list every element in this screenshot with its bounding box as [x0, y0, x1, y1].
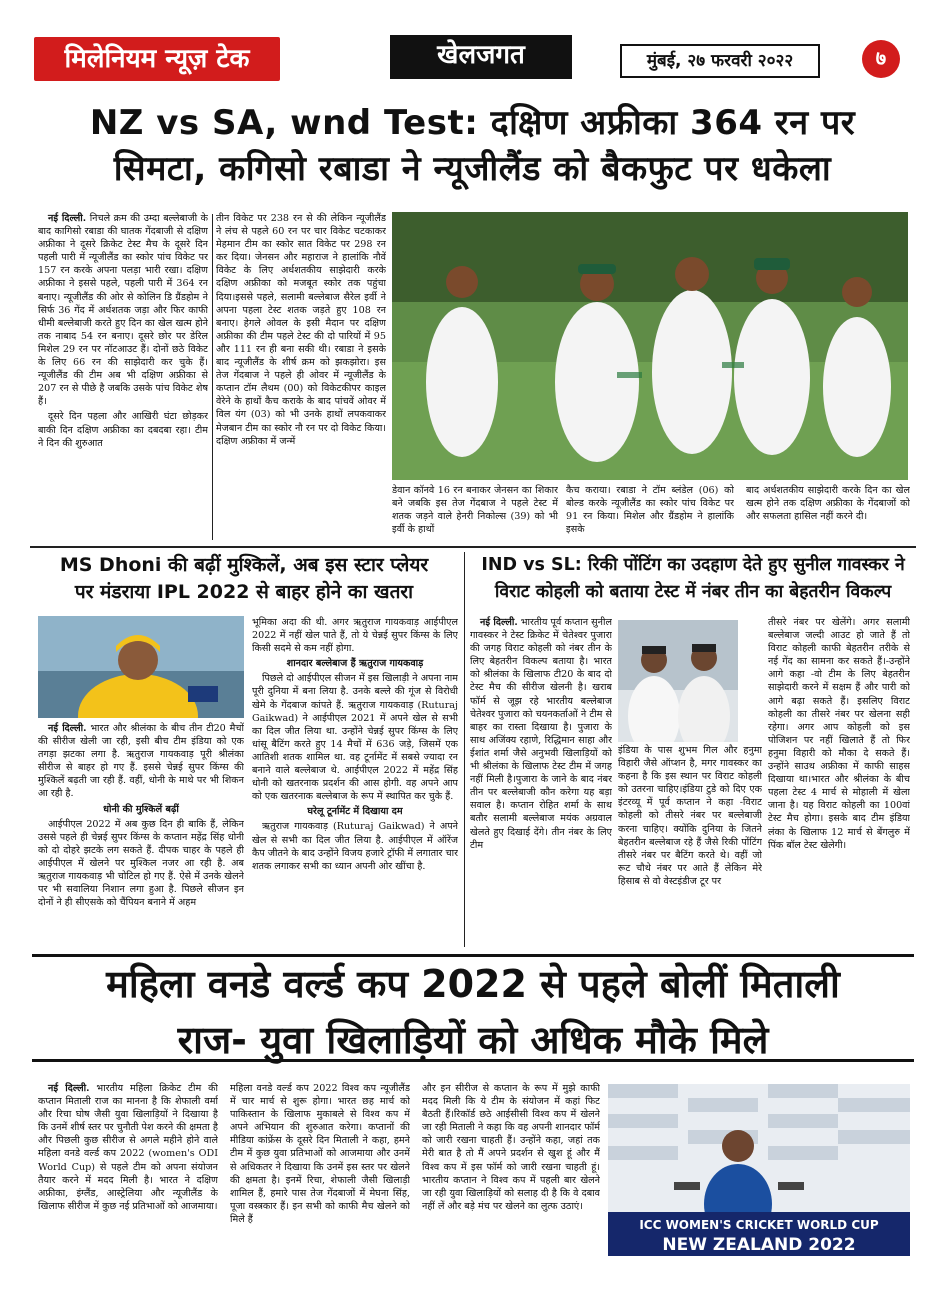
- story4-paragraph: भारतीय महिला क्रिकेट टीम की कप्तान मिताली राज का मानना है कि शेफाली वर्मा और रिचा घोष जैसी युवा खिलाड़ियों ने दिखाया है कि उनमें शीर्ष स्तर पर चुनौती पेश करने की क्षमता है और पिछली कुछ सीरीज से अगले महीने होने वाले महिला वनडे वर्ल्ड कप 2022 (women's ODI World Cup) से पहले टीम को अपना संयोजन तैयार करने में मदद मिली है। भारत ने दक्षिण अफ्रीका, इंग्लैंड, आस्ट्रेलिया और न्यूजीलैंड के खिलाफ सीरीज में कुछ नई प्रतिभाओं को आजमाया।: [38, 1083, 218, 1212]
- story4-headline-line2: राज- युवा खिलाड़ियों को अधिक मौके मिले: [177, 1018, 769, 1062]
- banner-line1: ICC WOMEN'S CRICKET WORLD CUP: [639, 1218, 879, 1232]
- story4-headline-line1: महिला वनडे वर्ल्ड कप 2022 से पहले बोलीं मिताली: [106, 962, 840, 1006]
- story1-paragraph: बाद अर्धशतकीय साझेदारी करके दिन का खेल खत्म होने तक दक्षिण अफ्रीका के गेंदबाजों को और सफलता हासिल नहीं करने दी।: [746, 485, 910, 523]
- brand-nameplate: [34, 37, 280, 81]
- story2-paragraph: भूमिका अदा की थी. अगर ऋतुराज गायकवाड़ आईपीएल 2022 में नहीं खेल पाते हैं, तो ये चेन्नई सुपर किंग्स के लिए किसी सदमे से कम नहीं होगा.: [252, 617, 458, 655]
- story2-dateline: नई दिल्ली.: [48, 723, 87, 734]
- story1-paragraph: निचले क्रम की उम्दा बल्लेबाजी के बाद कागिसो रबाडा की घातक गेंदबाजी से दक्षिण अफ्रीका ने दूसरे क्रिकेट टेस्ट मैच के दूसरे दिन पहली पारी में न्यूजीलैंड का स्कोर पांच विकेट पर 157 रन करके अपना पलड़ा भारी रखा। दक्षिण अफ्रीका ने इससे पहले, पहली पारी में 364 रन बनाए। न्यूजीलैंड की ओर से कोलिन डि ग्रैंडहोम ने सिर्फ 36 गेंद में अर्धशतक जड़ा और फिर काफी धीमी बल्लेबाजी करते हुए दिन का खेल खत्म होने तक नाबाद 54 रन बनाए। दूसरे छोर पर डेरिल मिशेल 29 रन पर नॉटआउट हैं। दोनों छठे विकेट के लिए 66 रन की साझेदारी कर चुके हैं। न्यूजीलैंड की टीम अब भी दक्षिण अफ्रीका से 207 रन से पीछे है जबकि उसके पांच विकेट शेष हैं।: [38, 213, 208, 408]
- story2-paragraph: पिछले दो आईपीएल सीजन में इस खिलाड़ी ने अपना नाम पूरी दुनिया में बना लिया है. उनके बल्ले की गूंज से विरोधी खेमे के गेंदबाज कांपते हैं. ऋतुराज गायकवाड़ (Ruturaj Gaikwad) ने आईपीएल 2021 में अपने खेल से सभी का दिल जीत लिया था. उन्होंने चेन्नई सुपर किंग्स के लिए धांसू बैटिंग करते हुए 14 मैचों में 636 जड़े, जिसमें एक आतिशी शतक शामिल था. वह टूर्नामेंट में सबसे ज्यादा रन बनाने वाले बल्लेबाज थे. आईपीएल 2022 में महेंद्र सिंह धोनी को खतरनाक प्रदर्शन की आस होगी. वह अपने आप को एक खतरनाक बल्लेबाज के रूप में स्थापित कर चुके हैं.: [252, 673, 458, 803]
- story4-column-2: [230, 1082, 410, 1260]
- story1-headline-line1: NZ vs SA, wnd Test: दक्षिण अफ्रीका 364 रन पर: [89, 103, 856, 143]
- story1-headline-line2: सिमटा, कगिसो रबाडा ने न्यूजीलैंड को बैकफुट पर धकेला: [113, 149, 832, 189]
- story3-column-1: [470, 616, 612, 947]
- story4-paragraph: और इन सीरीज से कप्तान के रूप में मुझे काफी मदद मिली कि ये टीम के संयोजन में कहां फिट बैठती हैं।रिकॉर्ड छठे आईसीसी विश्व कप में खेलने जा रही मिताली ने कहा कि वह अपनी शानदार फॉर्म को जारी रखना चाहती हैं। उन्होंने कहा, जहां तक मेरी बात है तो मैं अपने प्रदर्शन से खुश हूं और मैं विश्व कप में इस फॉर्म को जारी रखना चाहती हूं। भारतीय कप्तान ने विश्व कप में पहली बार खेलने जा रही युवा खिलाड़ियों को सलाह दी है कि वे दबाव नहीं लें और बड़े मंच पर खेलने का लुत्फ उठाएं।: [422, 1083, 600, 1212]
- column-divider: [212, 214, 213, 540]
- story3-paragraph: भारतीय पूर्व कप्तान सुनील गावस्कर ने टेस्ट क्रिकेट में चेतेश्वर पुजारा की जगह विराट कोहली को नंबर तीन के लिए बेहतरीन विकल्प बताया है। भारत को श्रीलंका के खिलाफ टी20 के बाद दो टेस्ट मैच की सीरीज खेलनी है। खराब फॉर्म से जूझ रहे भारतीय बल्लेबाज चेतेश्वर पुजारा को चयनकर्ताओं ने टीम से बाहर का रास्ता दिखाया है। पुजारा के साथ अजिंक्य रहाणे, रिद्धिमान साहा और ईशांत शर्मा जैसे अनुभवी खिलाड़ियों को भी श्रीलंका के खिलाफ टेस्ट टीम में जगह नहीं मिली है।पुजारा के जाने के बाद नंबर तीन पर बल्लेबाजी कौन करेगा यह बड़ा सवाल है। कप्तान रोहित शर्मा के साथ बतौर सलामी बल्लेबाज मयंक अग्रवाल खेलते हुए दिखाई देंगे। तीन नंबर के लिए टीम: [470, 617, 612, 851]
- story3-photo: [618, 620, 738, 742]
- story2-headline: [30, 552, 458, 608]
- story1-column-4: [566, 484, 734, 544]
- story1-photo: [392, 212, 908, 480]
- story1-paragraph: कैच कराया। रबाडा ने टॉम ब्लंडेल (06) को बोल्ड करके न्यूजीलैंड का स्कोर पांच विकेट पर 91 रन किया। मिशेल और ग्रैंडहोम ने हालांकि इसके: [566, 485, 734, 536]
- section-title: [390, 35, 572, 79]
- dhoni-image: [38, 616, 244, 718]
- story2-subhead: घरेलू टूर्नामेंट में दिखाया दम: [307, 806, 403, 818]
- story2-paragraph: भारत और श्रीलंका के बीच तीन टी20 मैचों की सीरीज खेली जा रही, इसी बीच टीम इंडिया को एक तगड़ा झटका लगा है. ऋतुराज गायकवाड़ पूरी श्रीलंका सीरीज से बाहर हो गए हैं. इससे चेन्नई सुपर किंग्स की मुश्किलें बढ़ती जा रही हैं. वहीं, धोनी के माथे पर भी शिकन आ रही है.: [38, 723, 244, 800]
- story3-headline-line2: विराट कोहली को बताया टेस्ट में नंबर तीन का बेहतरीन विकल्प: [494, 582, 892, 602]
- banner-line2: NEW ZEALAND 2022: [662, 1235, 856, 1255]
- story2-column-1: [38, 722, 244, 947]
- story2-column-2: [252, 616, 458, 947]
- story4-photo: [608, 1084, 910, 1256]
- story2-headline-line2: पर मंडराया IPL 2022 से बाहर होने का खतरा: [74, 581, 414, 603]
- story1-paragraph: दूसरे दिन पहला और आखिरी घंटा छोड़कर बाकी दिन दक्षिण अफ्रीका का दबदबा रहा। टीम ने दिन की शुरुआत: [38, 411, 208, 449]
- story3-paragraph: इंडिया के पास शुभम गिल और हनुमा विहारी जैसे ऑप्शन है, मगर गावस्कर का कहना है कि इस स्थान पर विराट कोहली को उतरना चाहिए।इंडिया टुडे को दिए एक इंटरव्यू में पूर्व कप्तान ने कहा -विराट कोहली को तीसरे नंबर पर बल्लेबाजी करना चाहिए। क्योंकि दुनिया के जितने बेहतरीन बल्लेबाज रहे हैं जैसे रिकी पोंटिंग तीसरे नंबर पर बैटिंग करते थे। वहीं जो रूट चौथे नंबर पर आते हैं लेकिन मेरे हिसाब से वो वेस्टइंडीज टूर पर: [618, 745, 762, 887]
- story1-column-3: [392, 484, 558, 544]
- story3-column-2: [618, 744, 762, 947]
- story1-column-5: [746, 484, 910, 544]
- story3-paragraph: तीसरे नंबर पर खेलेंगे। अगर सलामी बल्लेबाज जल्दी आउट हो जाते हैं तो विराट कोहली काफी बेहतरीन तरीके से नई गेंद का सामना कर सकते हैं।-उन्होंने आगे कहा -वो टीम के लिए बेहतरीन साझेदारी करने में सक्षम हैं और पारी को आगे बढ़ा सकते हैं। इसलिए विराट कोहली का तीसरे नंबर पर खेलना सही रहेगा। अगर आप कोहली को इस पोजिशन पर नहीं खिलाते हैं तो फिर हनुमा विहारी को मौका दे सकते हैं। उन्होंने साउथ अफ्रीका में काफी साहस दिखाया था।भारत और श्रीलंका के बीच पहला टेस्ट 4 मार्च से मोहाली में खेला जाना है। यह विराट कोहली का 100वां टेस्ट मैच होगा। इसके बाद टीम इंडिया लंका के खिलाफ 12 मार्च से बेंगलुरु में पिंक बॉल टेस्ट खेलेगी।: [768, 617, 910, 851]
- story1-dateline: नई दिल्ली.: [48, 213, 87, 224]
- story1-column-1: [38, 212, 208, 542]
- story2-subhead: शानदार बल्लेबाज हैं ऋतुराज गायकवाड़: [286, 658, 424, 670]
- story1-headline: [20, 100, 925, 196]
- cricket-celebration-image: [392, 212, 908, 480]
- story3-headline-line1: IND vs SL: रिकी पोंटिंग का उदहाण देते हुए सुनील गावस्कर ने: [481, 555, 905, 575]
- story2-paragraph: ऋतुराज गायकवाड़ (Ruturaj Gaikwad) ने अपने खेल से सभी का दिल जीत लिया है. आईपीएल में ऑरेंज कैप जीतने के बाद उन्होंने विजय हजारे ट्रॉफी में लगातार चार शतक लगाकर सभी का ध्यान अपनी ओर खींचा है.: [252, 821, 458, 872]
- kohli-pujara-image: [618, 620, 738, 742]
- story2-headline-line1: MS Dhoni की बढ़ीं मुश्किलें, अब इस स्टार प्लेयर: [59, 554, 429, 576]
- section-divider: [30, 546, 916, 548]
- column-divider: [464, 552, 465, 947]
- story2-subhead: धोनी की मुश्किलें बढ़ीं: [103, 803, 179, 815]
- story3-headline: [470, 552, 916, 608]
- story3-dateline: नई दिल्ली.: [480, 617, 518, 628]
- date-text: मुंबई, २७ फरवरी २०२२: [646, 51, 794, 71]
- issue-date: [620, 44, 820, 78]
- story3-column-3: [768, 616, 910, 947]
- story2-photo: [38, 616, 244, 718]
- page-number-badge: [862, 40, 900, 78]
- section-name: खेलजगत: [437, 40, 525, 70]
- story4-headline: [32, 956, 914, 1060]
- story1-paragraph: डेवान कॉनवे 16 रन बनाकर जेनसन का शिकार बने जबकि इस तेज गेंदबाज ने पहले टेस्ट में शतक जड़ने वाले हेनरी निकोल्स (39) को भी इर्वी के हाथों: [392, 485, 558, 536]
- story1-column-2: [216, 212, 386, 542]
- mithali-press-conference-image: [608, 1084, 910, 1256]
- story4-column-1: [38, 1082, 218, 1260]
- page-number: ७: [875, 46, 887, 70]
- brand-name: मिलेनियम न्यूज़ टेक: [64, 44, 250, 74]
- story4-dateline: नई दिल्ली.: [48, 1083, 90, 1094]
- story2-paragraph: आईपीएल 2022 में अब कुछ दिन ही बाकि हैं, लेकिन उससे पहले ही चेन्नई सुपर किंग्स के कप्तान महेंद्र सिंह धोनी को दो दोहरे झटके लग सकते हैं. दीपक चाहर के पहले ही आईपीएल में खेलने पर मुश्किल नजर आ रही है. अब ऋतुराज गायकवाड़ भी चोटिल हो गए हैं. ऐसे में उनके खेलने पर भी सवालिया निशान लगा हुआ है. पिछले सीजन इन दोनों ने ही सीएसके को चैंपियन बनाने में अहम: [38, 818, 244, 909]
- story4-column-3: [422, 1082, 600, 1260]
- story4-paragraph: महिला वनडे वर्ल्ड कप 2022 विश्व कप न्यूजीलैंड में चार मार्च से शुरू होगा। भारत छह मार्च को पाकिस्तान के खिलाफ मुकाबले से विश्व कप में अपने अभियान की शुरुआत करेगा। कप्तानों की मीडिया कांफ्रेंस के दूसरे दिन मिताली ने कहा, हमने टीम में कुछ युवा प्रतिभाओं को आजमाया और उनमें से अधिकतर ने दिखाया कि उनमें इस स्तर पर खेलने की क्षमता है। इनमें रिचा, शेफाली जैसी खिलाड़ी शामिल हैं, हमारे पास तेज गेंदबाजों में मेघना सिंह, पूजा वस्त्रकार हैं। इन सभी को काफी मैच खेलने को मिले हैं: [230, 1083, 410, 1225]
- story1-paragraph: तीन विकेट पर 238 रन से की लेकिन न्यूजीलैंड ने लंच से पहले 60 रन पर चार विकेट चटकाकर मेहमान टीम का स्कोर सात विकेट पर 298 रन कर दिया। जेनसन और महाराज ने हालांकि नौवें विकेट के लिए अर्धशतकीय साझेदारी करके दक्षिण अफ्रीका को मजबूत स्कोर तक पहुंचा दिया।इससे पहले, सलामी बल्लेबाज सैरेल इर्वी ने अपना पहला टेस्ट शतक जड़ते हुए 108 रन बनाए। हेगले ओवल के इसी मैदान पर दक्षिण अफ्रीका की टीम पहले टेस्ट की दो पारियों में 95 और 111 रन ही बना सकी थी। रबाडा ने इसके बाद न्यूजीलैंड के शीर्ष क्रम को झकझोरा। इस तेज गेंदबाज ने पहले ही ओवर में न्यूजीलैंड के कप्तान टॉम लैथम (00) को विकेटकीपर काइल वेरेने के हाथों कैच कराके के बाद पांचवें ओवर में विल यंग (03) को भी उनके हाथों लपकवाकर मेजबान टीम का स्कोर नौ रन पर दो विकेट किया। दक्षिण अफ्रीका में जन्में: [216, 213, 386, 447]
